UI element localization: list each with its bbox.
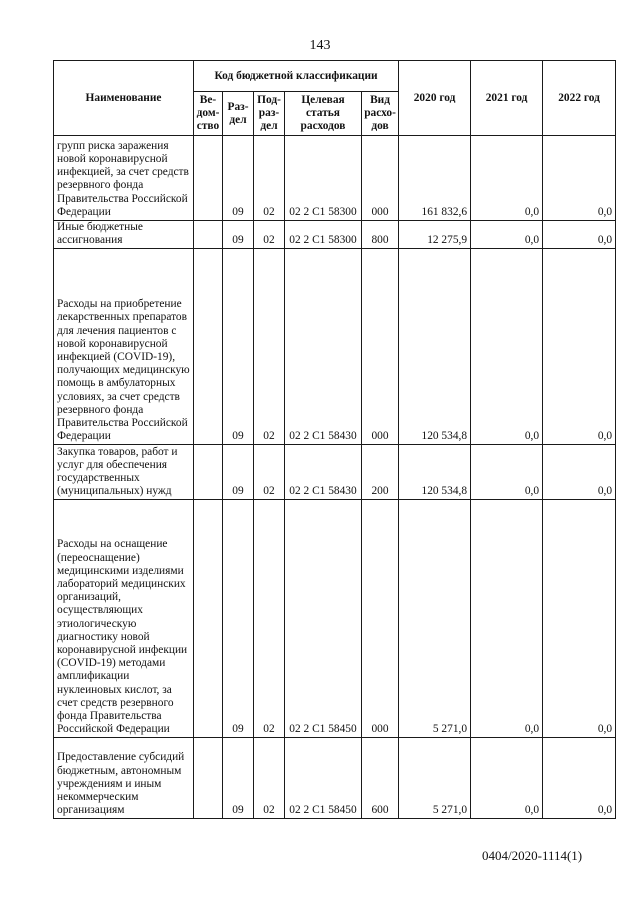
table-row (54, 500, 616, 738)
row-2021: 0,0 (471, 500, 543, 738)
row-target: 02 2 С1 58430 (285, 249, 362, 445)
row-2020: 161 832,6 (399, 136, 471, 221)
row-2021: 0,0 (471, 136, 543, 221)
row-podrazdel: 02 (254, 738, 285, 819)
row-2022: 0,0 (543, 249, 616, 445)
row-2022: 0,0 (543, 738, 616, 819)
row-vedomstvo (194, 136, 223, 221)
header-name: Наименование (54, 61, 194, 136)
row-target: 02 2 С1 58300 (285, 221, 362, 249)
page-number: 143 (309, 38, 331, 53)
row-razdel: 09 (223, 249, 254, 445)
row-2020: 120 534,8 (399, 249, 471, 445)
row-podrazdel: 02 (254, 500, 285, 738)
row-vedomstvo (194, 445, 223, 500)
row-target: 02 2 С1 58430 (285, 445, 362, 500)
row-vid: 600 (362, 738, 399, 819)
row-razdel: 09 (223, 445, 254, 500)
header-razdel: Раз-дел (223, 92, 254, 136)
row-vid: 000 (362, 249, 399, 445)
header-podrazdel: Под-раз-дел (254, 92, 285, 136)
row-target: 02 2 С1 58450 (285, 500, 362, 738)
row-name: Предоставление субсидий бюджетным, автономным учреждениям и иным некоммерческим организациям (54, 738, 194, 819)
row-razdel: 09 (223, 221, 254, 249)
row-vid: 800 (362, 221, 399, 249)
row-name: Иные бюджетные ассигнования (54, 221, 194, 249)
row-2021: 0,0 (471, 249, 543, 445)
row-vedomstvo (194, 738, 223, 819)
row-name: Расходы на приобретение лекарственных препаратов для лечения пациентов с новой коронавирусной инфекцией (COVID-19), получающих медицинскую помощь в амбулаторных условиях, за счет средств резервного фонда Правительства Российской Федерации (54, 249, 194, 445)
row-vedomstvo (194, 249, 223, 445)
header-vid: Вид расхо-дов (362, 92, 399, 136)
table-row (54, 136, 616, 221)
row-vid: 200 (362, 445, 399, 500)
document-code: 0404/2020-1114(1) (482, 848, 583, 863)
header-target: Целевая статья расходов (285, 92, 362, 136)
row-name: Расходы на оснащение (переоснащение) медицинскими изделиями лабораторий медицинских организаций, осуществляющих этиологическую диагностику новой коронавирусной инфекции (COVID-19) методами амплификации нуклеиновых кислот, за счет средств резервного фонда Правительства Российской Федерации (54, 500, 194, 738)
table-row (54, 221, 616, 249)
row-podrazdel: 02 (254, 445, 285, 500)
row-2020: 5 271,0 (399, 738, 471, 819)
header-vedomstvo: Ве-дом-ство (194, 92, 223, 136)
table-row (54, 738, 616, 819)
row-name: Закупка товаров, работ и услуг для обеспечения государственных (муниципальных) нужд (54, 445, 194, 500)
row-target: 02 2 С1 58300 (285, 136, 362, 221)
row-vid: 000 (362, 500, 399, 738)
row-razdel: 09 (223, 136, 254, 221)
row-podrazdel: 02 (254, 221, 285, 249)
row-podrazdel: 02 (254, 136, 285, 221)
row-2020: 12 275,9 (399, 221, 471, 249)
row-2022: 0,0 (543, 221, 616, 249)
row-2021: 0,0 (471, 445, 543, 500)
header-code-group: Код бюджетной классификации (194, 61, 399, 92)
row-2021: 0,0 (471, 738, 543, 819)
header-2022: 2022 год (543, 61, 616, 136)
row-2020: 5 271,0 (399, 500, 471, 738)
row-2022: 0,0 (543, 500, 616, 738)
row-2022: 0,0 (543, 136, 616, 221)
row-vid: 000 (362, 136, 399, 221)
row-2020: 120 534,8 (399, 445, 471, 500)
row-podrazdel: 02 (254, 249, 285, 445)
row-2021: 0,0 (471, 221, 543, 249)
header-2020: 2020 год (399, 61, 471, 136)
header-2021: 2021 год (471, 61, 543, 136)
row-vedomstvo (194, 500, 223, 738)
row-vedomstvo (194, 221, 223, 249)
table-row (54, 249, 616, 445)
row-name: групп риска заражения новой коронавирусной инфекцией, за счет средств резервного фонда Правительства Российской Федерации (54, 136, 194, 221)
row-2022: 0,0 (543, 445, 616, 500)
row-razdel: 09 (223, 738, 254, 819)
table-row (54, 445, 616, 500)
row-razdel: 09 (223, 500, 254, 738)
row-target: 02 2 С1 58450 (285, 738, 362, 819)
budget-table (53, 60, 616, 819)
